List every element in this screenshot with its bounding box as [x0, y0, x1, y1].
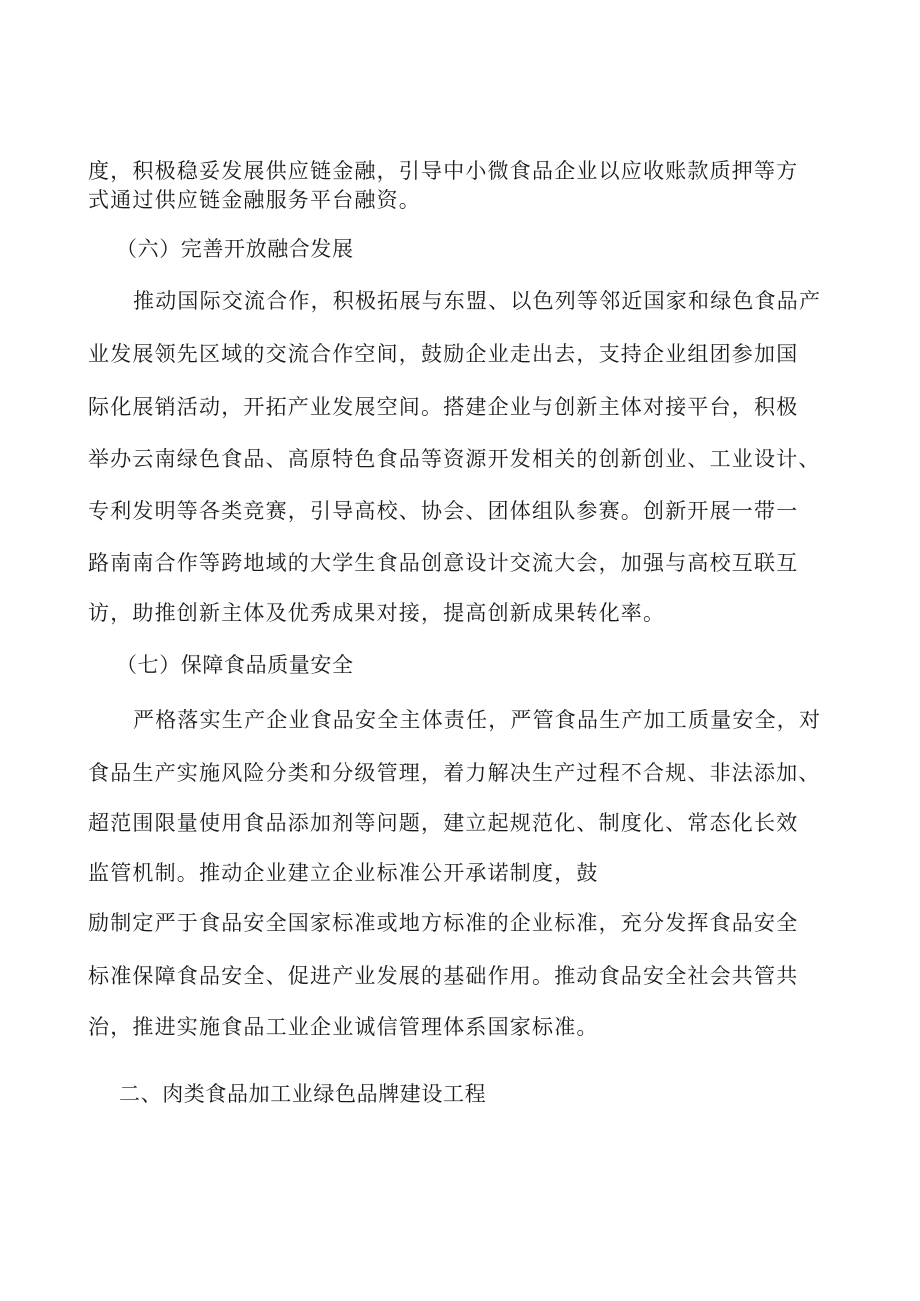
text-line: 治，推进实施食品工业企业诚信管理体系国家标准。: [88, 1015, 599, 1039]
text-line: 励制定严于食品安全国家标准或地方标准的企业标准，充分发挥食品安全: [88, 911, 799, 935]
text-line: 专利发明等各类竞赛，引导高校、协会、团体组队参赛。创新开展一带一: [88, 499, 799, 523]
text-line: 举办云南绿色食品、高原特色食品等资源开发相关的创新创业、工业设计、: [88, 447, 821, 471]
text-line: 路南南合作等跨地域的大学生食品创意设计交流大会，加强与高校互联互: [88, 551, 799, 575]
text-line: 标准保障食品安全、促进产业发展的基础作用。推动食品安全社会共管共: [88, 964, 799, 988]
section-heading-7: （七）保障食品质量安全: [116, 653, 354, 677]
section-heading-6: （六）完善开放融合发展: [116, 237, 354, 261]
text-line: 超范围限量使用食品添加剂等问题，建立起规范化、制度化、常态化长效: [88, 811, 799, 835]
text-line: 式通过供应链金融服务平台融资。: [88, 188, 421, 212]
text-line: 食品生产实施风险分类和分级管理，着力解决生产过程不合规、非法添加、: [88, 761, 821, 785]
text-line: 业发展领先区域的交流合作空间，鼓励企业走出去，支持企业组团参加国: [88, 342, 799, 366]
text-line: 推动国际交流合作，积极拓展与东盟、以色列等邻近国家和绿色食品产: [133, 289, 822, 313]
text-line: 际化展销活动，开拓产业发展空间。搭建企业与创新主体对接平台，积极: [88, 395, 799, 419]
section-title-2: 二、肉类食品加工业绿色品牌建设工程: [119, 1082, 487, 1106]
text-line: 访，助推创新主体及优秀成果对接，提高创新成果转化率。: [88, 601, 666, 625]
text-line: 严格落实生产企业食品安全主体责任，严管食品生产加工质量安全，对: [133, 708, 822, 732]
text-line: 监管机制。推动企业建立企业标准公开承诺制度，鼓: [88, 861, 599, 885]
text-line: 度，积极稳妥发展供应链金融，引导中小微食品企业以应收账款质押等方: [88, 159, 799, 183]
